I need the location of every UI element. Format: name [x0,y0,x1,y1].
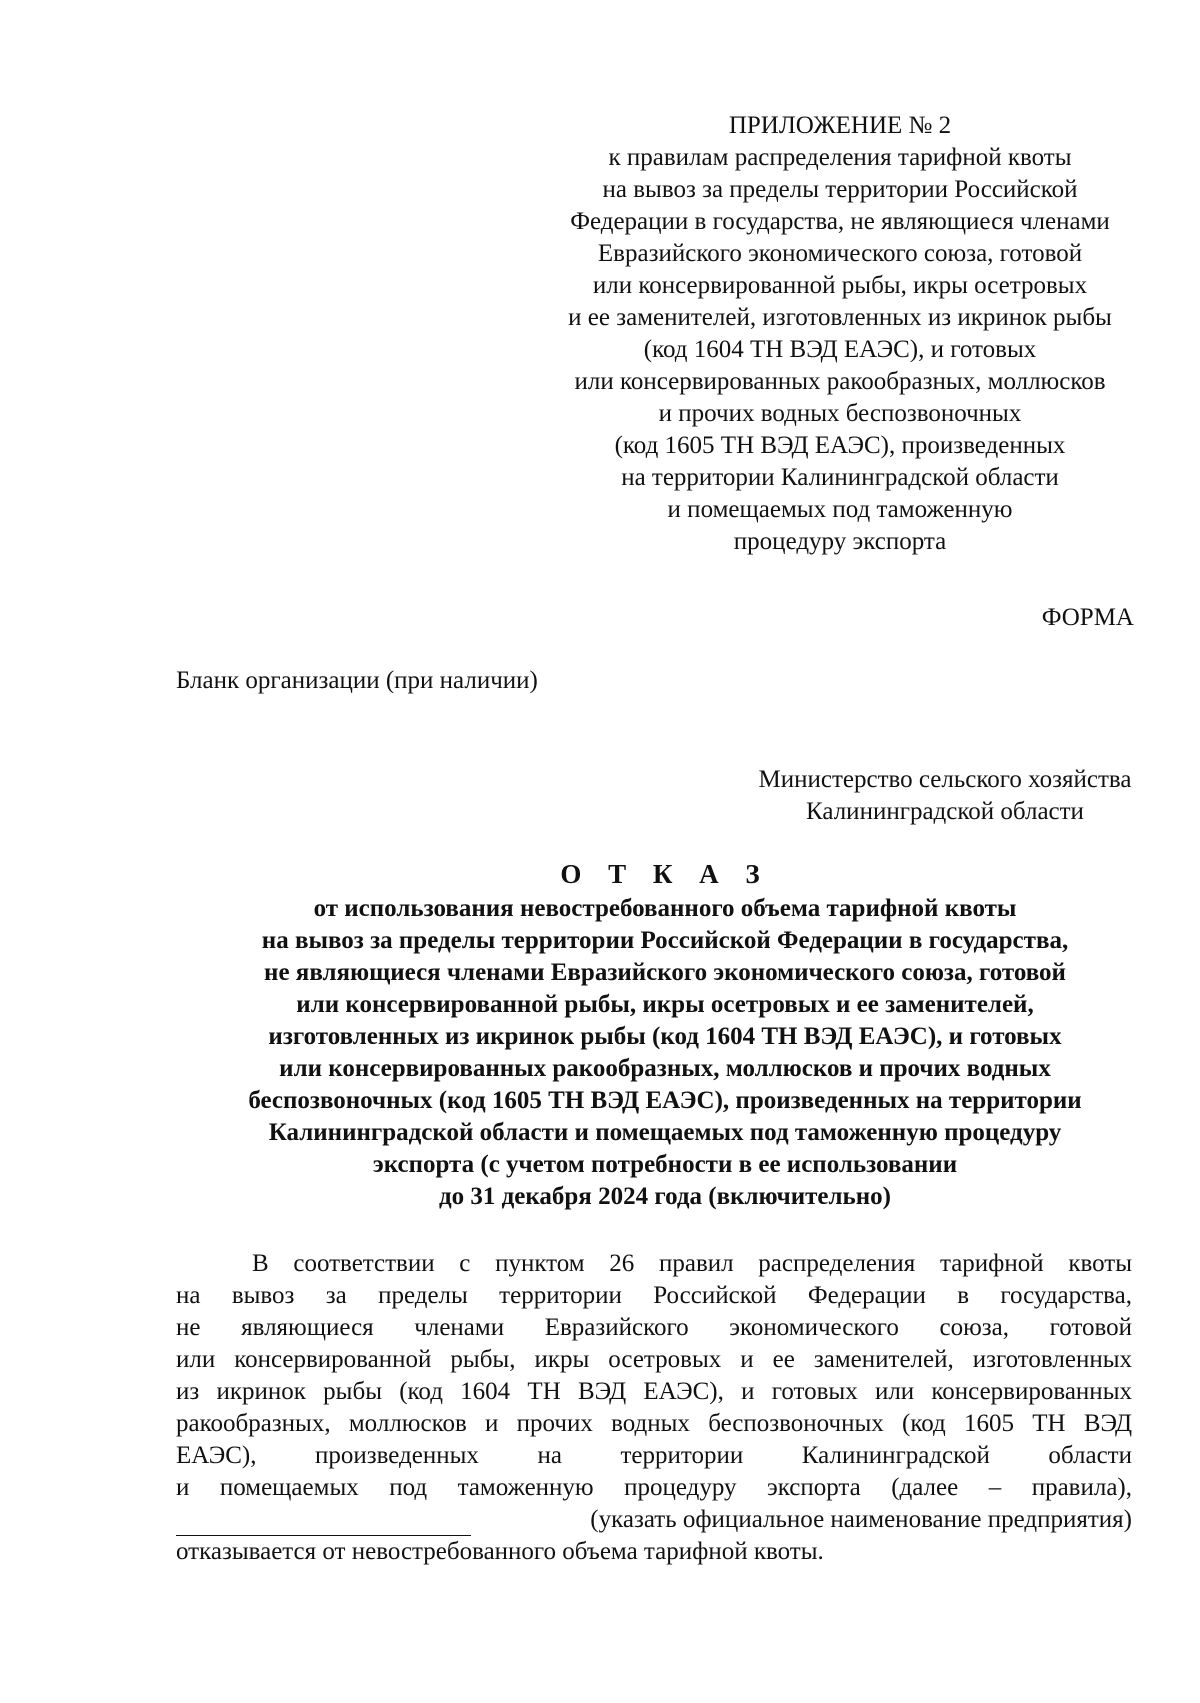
appendix-line: или консервированной рыбы, икры осетровых [592,272,1088,299]
heading-line: до 31 декабря 2024 года (включительно) [438,1183,892,1210]
heading-line: изготовленных из икринок рыбы (код 1604 ТН ВЭД ЕАЭС), и готовых [268,1023,1062,1050]
appendix-line: на вывоз за пределы территории Российской [602,176,1078,203]
heading-line: беспозвоночных (код 1605 ТН ВЭД ЕАЭС), произведенных на территории [248,1087,1082,1114]
appendix-line: или консервированных ракообразных, моллюсков [574,368,1106,395]
body-line: и помещаемых под таможенную процедуру экспорта (далее – правила), [176,1474,1132,1501]
appendix-line: и прочих водных беспозвоночных [658,400,1022,427]
heading-line: не являющиеся членами Евразийского экономического союза, готовой [264,959,1066,986]
heading-line: экспорта (с учетом потребности в ее использовании [372,1151,958,1178]
body-line: ракообразных, моллюсков и прочих водных беспозвоночных (код 1605 ТН ВЭД [176,1410,1132,1437]
appendix-title: ПРИЛОЖЕНИЕ № 2 [728,112,952,139]
appendix-line: и ее заменителей, изготовленных из икринок рыбы [568,304,1112,331]
heading-line: или консервированных ракообразных, моллюсков и прочих водных [279,1055,1051,1082]
body-line: ЕАЭС), произведенных на территории Калининградской области [176,1442,1132,1469]
body-line: не являющиеся членами Евразийского экономического союза, готовой [176,1314,1132,1341]
appendix-line: Федерации в государства, не являющиеся членами [570,208,1110,235]
addressee-line: Калининградской области [806,798,1084,825]
body-line: В соответствии с пунктом 26 правил распределения тарифной квоты [252,1250,1132,1277]
document-heading: О Т К А З [560,859,770,889]
addressee-line: Министерство сельского хозяйства [758,766,1132,793]
appendix-line: процедуру экспорта [733,528,947,555]
heading-line: от использования невостребованного объема тарифной квоты [313,895,1017,922]
letterhead-note: Бланк организации (при наличии) [176,667,538,694]
appendix-line: и помещаемых под таможенную [667,496,1013,523]
organization-name-hint: (указать официальное наименование предприятия) [590,1506,1132,1533]
body-line: из икринок рыбы (код 1604 ТН ВЭД ЕАЭС), и готовых или консервированных [176,1378,1132,1405]
heading-line: на вывоз за пределы территории Российской Федерации в государства, [261,927,1069,954]
appendix-line: (код 1604 ТН ВЭД ЕАЭС), и готовых [643,336,1037,363]
heading-line: Калининградской области и помещаемых под таможенную процедуру [268,1119,1062,1146]
form-label: ФОРМА [1041,604,1134,631]
appendix-line: на территории Калининградской области [621,464,1059,491]
organization-name-blank[interactable] [176,1511,471,1536]
appendix-line: (код 1605 ТН ВЭД ЕАЭС), произведенных [614,432,1066,459]
body-line: на вывоз за пределы территории Российской Федерации в государства, [176,1282,1132,1309]
organization-name-row [176,1504,1132,1536]
body-line: или консервированной рыбы, икры осетровых и ее заменителей, изготовленных [176,1346,1132,1373]
body-last-line: отказывается от невостребованного объема тарифной квоты. [176,1538,824,1565]
appendix-line: Евразийского экономического союза, готовой [597,240,1083,267]
appendix-line: к правилам распределения тарифной квоты [608,144,1072,171]
heading-line: или консервированной рыбы, икры осетровых и ее заменителей, [296,991,1034,1018]
